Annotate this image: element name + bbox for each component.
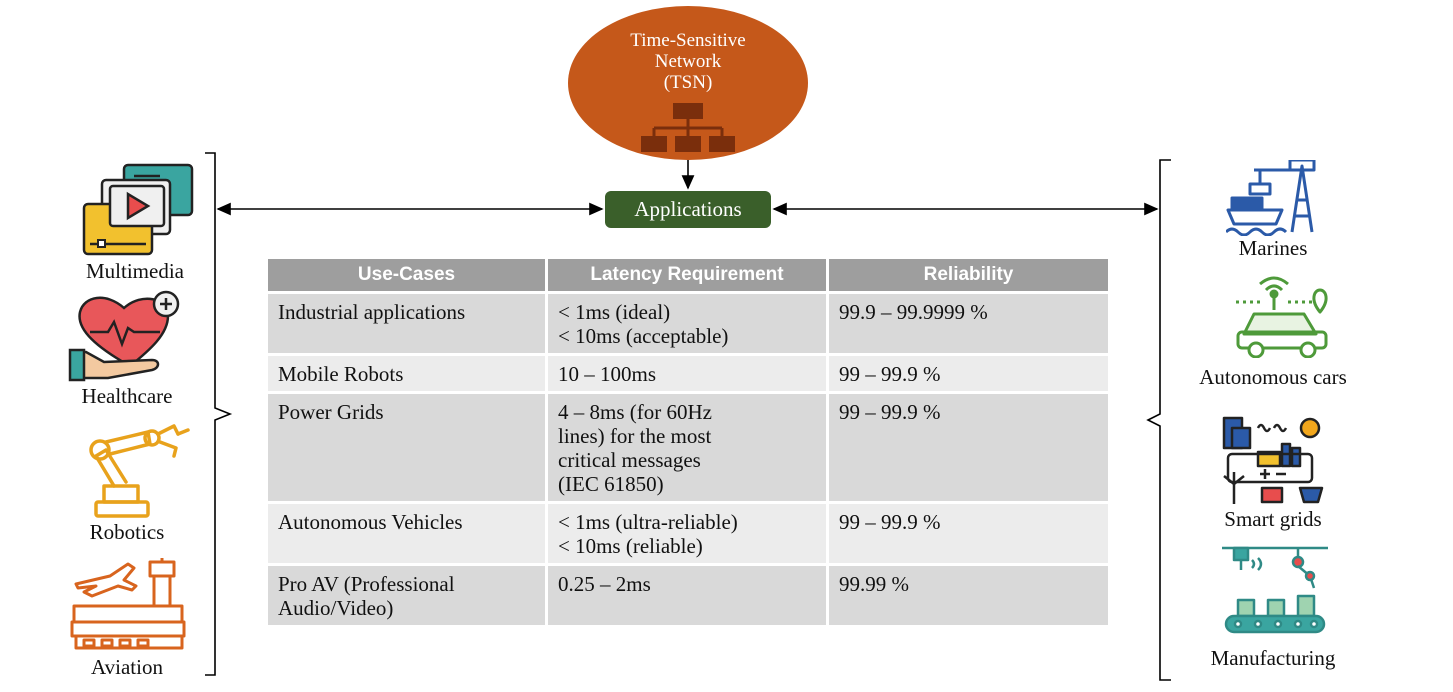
- healthcare-icon: [68, 290, 190, 382]
- table-row: [268, 394, 1108, 501]
- reliability-cell: 99.9 – 99.9999 %: [829, 294, 1108, 353]
- applications-box: Applications: [605, 191, 771, 228]
- latency-line: < 10ms (reliable): [558, 534, 703, 558]
- reliability-cell: 99 – 99.9 %: [829, 356, 1108, 391]
- aviation-icon: [70, 558, 188, 658]
- table-row: [268, 566, 1108, 625]
- factory-conveyor-icon: [1222, 546, 1328, 638]
- left-brace: [205, 153, 230, 675]
- tsn-title-line: Time-Sensitive: [630, 30, 746, 51]
- category-label-multimedia: Multimedia: [86, 259, 184, 283]
- table-header-row: [268, 259, 1108, 291]
- use-case-cell: Industrial applications: [268, 294, 545, 353]
- category-label-marines: Marines: [1238, 236, 1308, 260]
- category-label-autonomous-cars: Autonomous cars: [1199, 365, 1347, 389]
- multimedia-icon: [80, 162, 196, 258]
- latency-line: < 1ms (ultra-reliable): [558, 510, 738, 534]
- table-row: [268, 356, 1108, 391]
- port-crane-ship-icon: [1226, 160, 1322, 236]
- table-row: [268, 294, 1108, 353]
- latency-cell: [548, 394, 826, 501]
- latency-line: 0.25 – 2ms: [558, 572, 651, 596]
- use-case-cell: [268, 566, 545, 625]
- latency-cell: [548, 566, 826, 625]
- latency-line: lines) for the most: [558, 424, 712, 448]
- latency-cell: [548, 504, 826, 563]
- tsn-title: [568, 30, 808, 93]
- use-case-line: Pro AV (Professional: [278, 572, 455, 596]
- column-header-use-cases: Use-Cases: [268, 259, 545, 291]
- category-label-healthcare: Healthcare: [81, 384, 173, 408]
- column-header-latency: Latency Requirement: [548, 259, 826, 291]
- use-case-table: [265, 256, 1111, 628]
- smart-grid-icon: [1218, 414, 1328, 506]
- reliability-cell: 99 – 99.9 %: [829, 394, 1108, 501]
- latency-line: 4 – 8ms (for 60Hz: [558, 400, 712, 424]
- connected-car-icon: [1230, 276, 1334, 358]
- latency-line: (IEC 61850): [558, 472, 664, 496]
- right-brace: [1148, 160, 1171, 680]
- category-label-manufacturing: Manufacturing: [1210, 646, 1336, 670]
- latency-line: < 10ms (acceptable): [558, 324, 729, 348]
- network-hierarchy-icon: [640, 100, 736, 154]
- column-header-reliability: Reliability: [829, 259, 1108, 291]
- use-case-cell: Mobile Robots: [268, 356, 545, 391]
- use-case-line: Audio/Video): [278, 596, 394, 620]
- table-row: [268, 504, 1108, 563]
- tsn-title-line: (TSN): [663, 72, 713, 93]
- reliability-cell: 99 – 99.9 %: [829, 504, 1108, 563]
- reliability-cell: 99.99 %: [829, 566, 1108, 625]
- latency-line: < 1ms (ideal): [558, 300, 671, 324]
- latency-line: 10 – 100ms: [558, 362, 657, 386]
- category-label-smart-grids: Smart grids: [1224, 507, 1322, 531]
- latency-cell: [548, 294, 826, 353]
- latency-cell: [548, 356, 826, 391]
- category-label-aviation: Aviation: [91, 655, 163, 679]
- use-case-cell: Power Grids: [268, 394, 545, 501]
- use-case-cell: Autonomous Vehicles: [268, 504, 545, 563]
- category-label-robotics: Robotics: [89, 520, 165, 544]
- latency-line: critical messages: [558, 448, 701, 472]
- tsn-node: [568, 6, 808, 160]
- robotic-arm-icon: [78, 420, 196, 520]
- tsn-title-line: Network: [654, 51, 722, 72]
